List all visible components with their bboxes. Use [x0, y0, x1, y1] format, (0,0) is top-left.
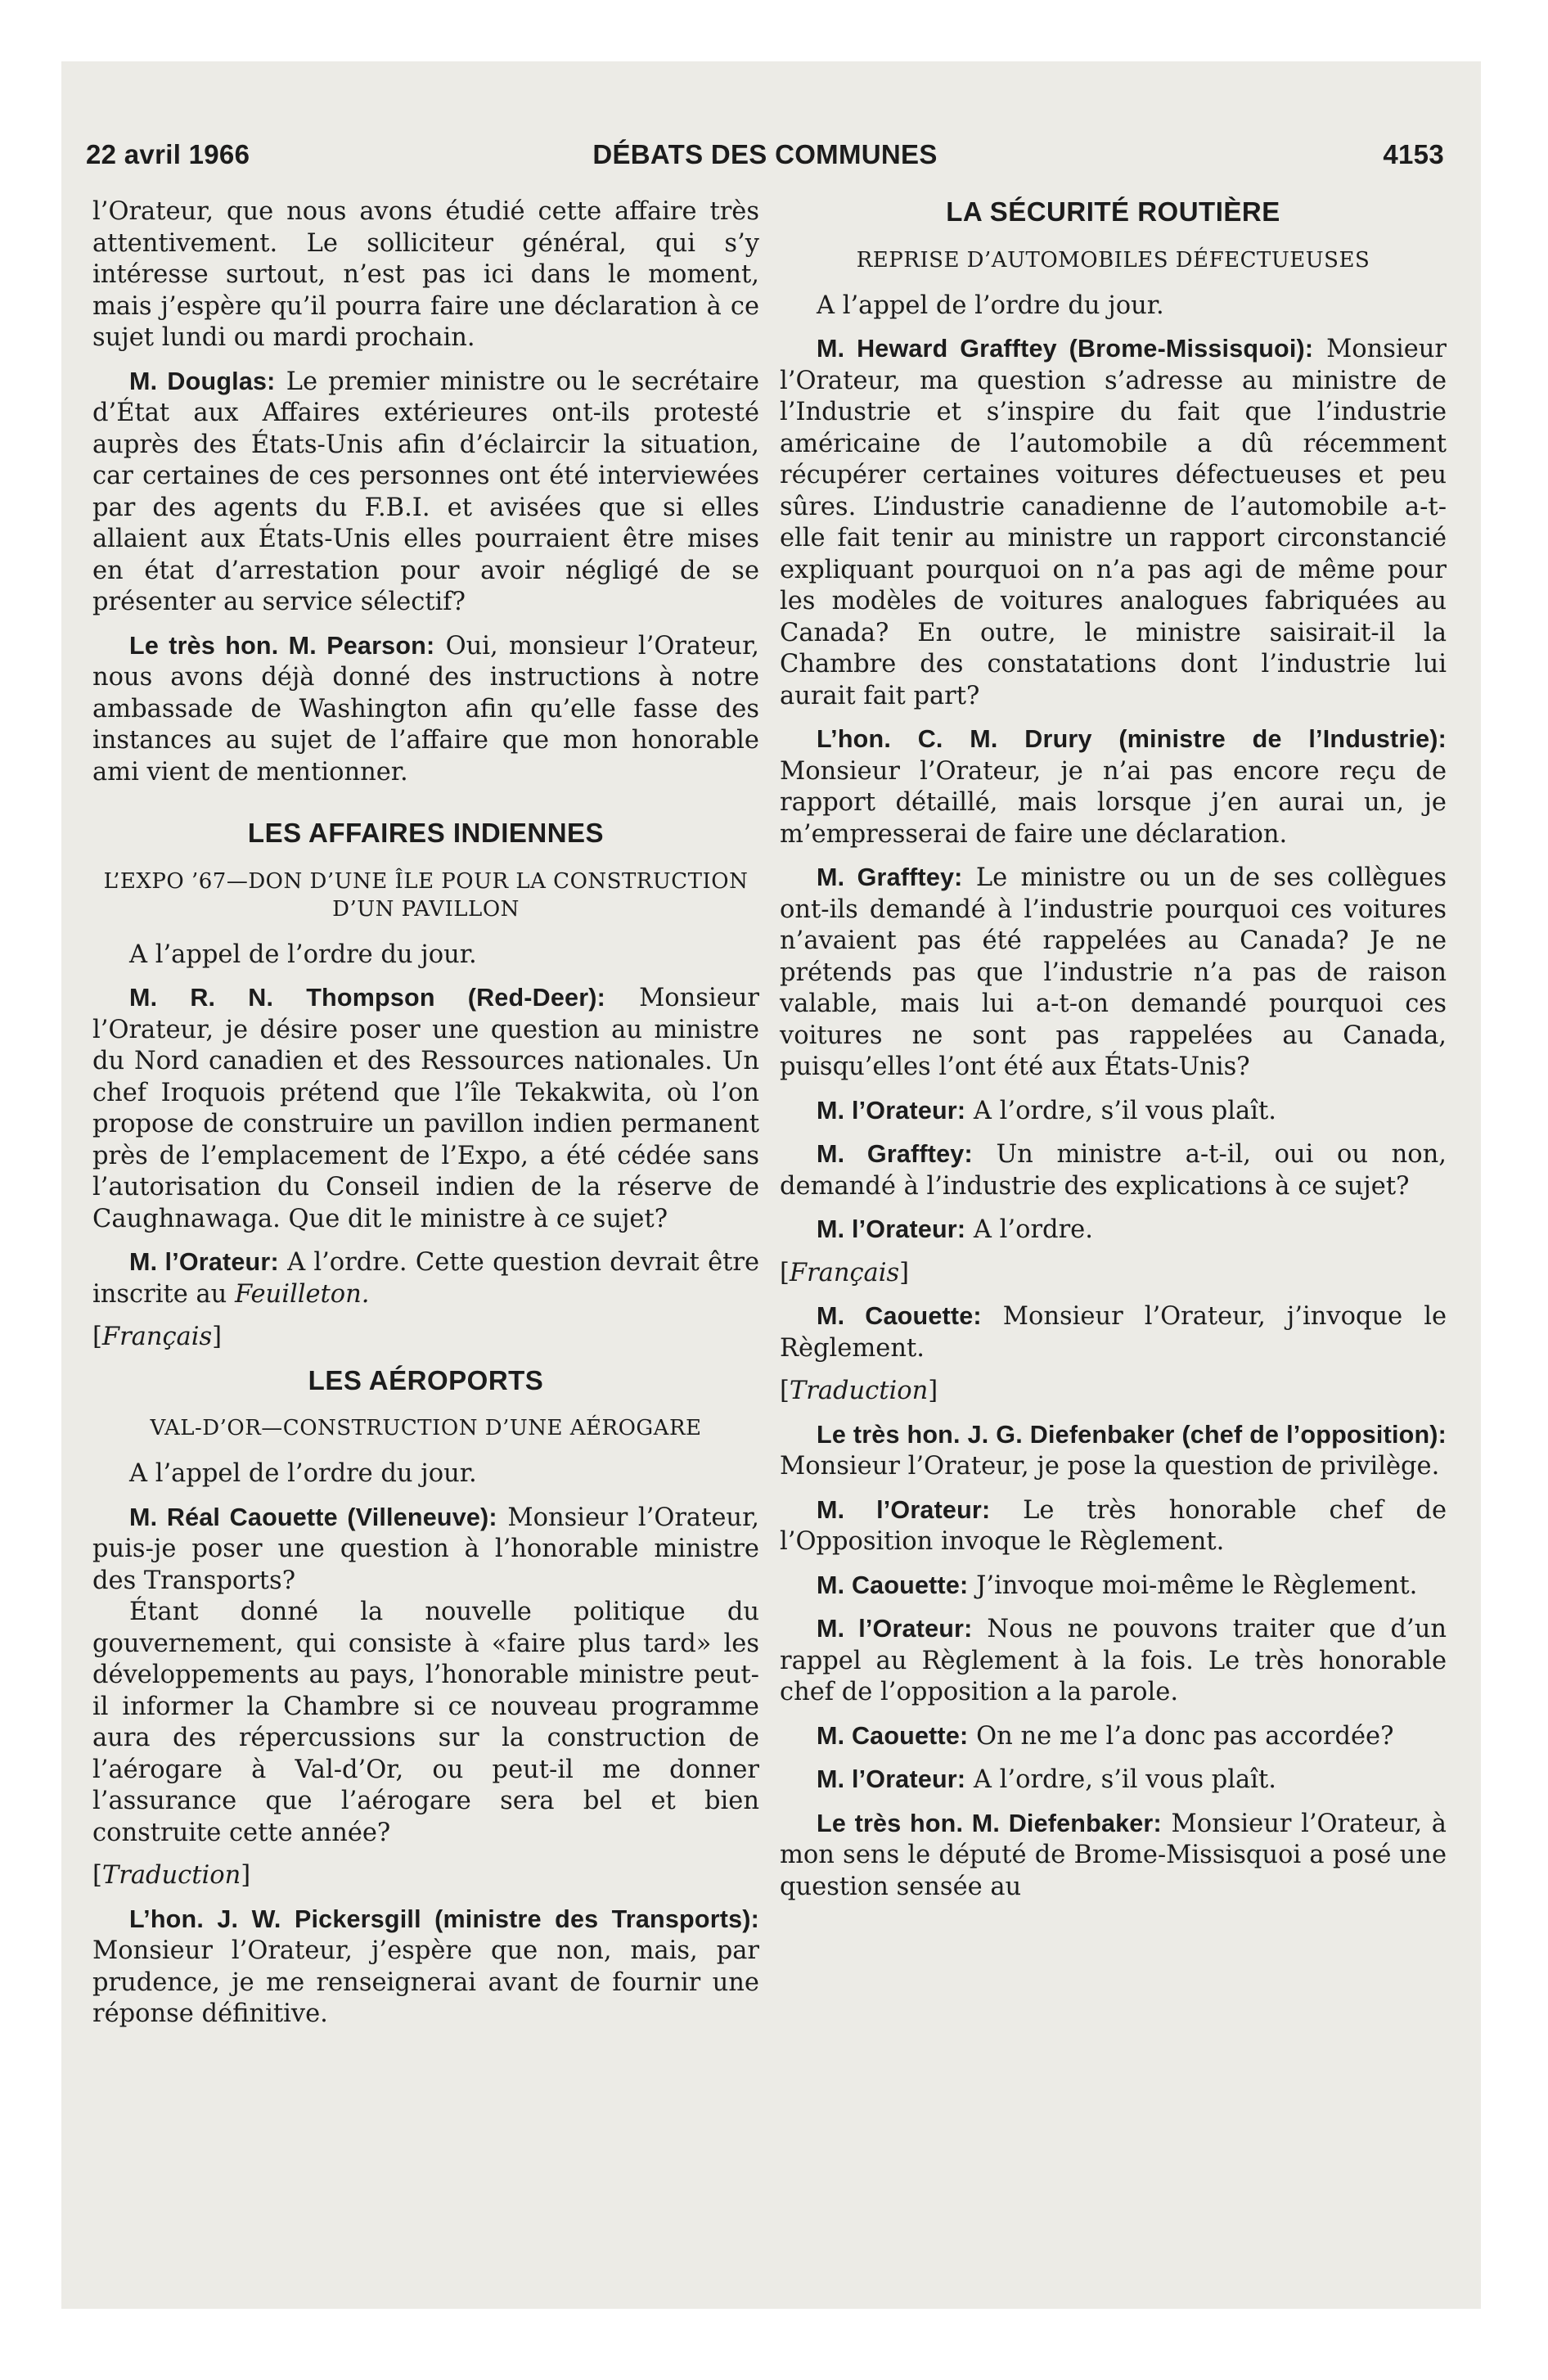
paragraph: M. l’Orateur: A l’ordre, s’il vous plaît. [817, 1096, 1276, 1125]
paragraph: M. Douglas: Le premier ministre ou le secrétaire d’État aux Affaires extérieures ont-ils protesté auprès des États-Unis afin d’éclaircir la situation, car certaines de ces personnes ont été interviewées par des agents du F.B.I. et avisées que si elles allaient aux États-Unis elles pourraient être mises en état d’arrestation pour avoir négligé de se présenter au service sélectif? [92, 367, 759, 616]
right-column [780, 196, 1447, 1914]
paragraph: Étant donné la nouvelle politique du gouvernement, qui consiste à «faire plus tard» les développements au pays, l’honorable ministre peut-il informer la Chambre si ce nouveau programme aura des répercussions sur la construction de l’aérogare à Val-d’Or, ou peut-il me donner l’assurance que l’aérogare sera bel et bien construite cette année? [92, 1598, 759, 1847]
language-tag: [Traduction] [92, 1861, 251, 1890]
page-number: 4153 [1383, 139, 1444, 169]
paragraph: L’hon. C. M. Drury (ministre de l’Industrie): Monsieur l’Orateur, je n’ai pas encore reçu de rapport détaillé, mais lorsque j’en aurai un, je m’empresserai de faire une déclaration. [780, 725, 1447, 849]
paragraph: M. R. N. Thompson (Red-Deer): Monsieur l’Orateur, je désire poser une question au ministre du Nord canadien et des Ressources nationales. Un chef Iroquois prétend que l’île Tekakwita, où l’on propose de construire un pavillon indien permanent près de l’emplacement de l’Expo, a été cédée sans l’autorisation du Conseil indien de la réserve de Caughnawaga. Que dit le ministre à ce sujet? [92, 984, 759, 1233]
speaker-name: M. R. N. Thompson (Red-Deer): [129, 984, 605, 1012]
speaker-name: M. l’Orateur: [817, 1495, 991, 1524]
speaker-name: M. l’Orateur: [817, 1615, 973, 1643]
speaker-name: M. l’Orateur: [817, 1765, 966, 1793]
speaker-name: M. l’Orateur: [129, 1248, 279, 1276]
paragraph: L’hon. J. W. Pickersgill (ministre des Transports): Monsieur l’Orateur, j’espère que non, mais, par prudence, je me renseignerai avant de fournir une réponse définitive. [92, 1904, 759, 2028]
speaker-name: M. l’Orateur: [817, 1096, 966, 1125]
speaker-name: M. Grafftey: [817, 1140, 973, 1168]
section-heading: LES AFFAIRES INDIENNES [247, 818, 605, 848]
paragraph: M. l’Orateur: Le très honorable chef de l’Opposition invoque le Règlement. [780, 1495, 1447, 1556]
speaker-name: L’hon. C. M. Drury (ministre de l’Industrie): [817, 725, 1447, 753]
paragraph: M. Caouette: Monsieur l’Orateur, j’invoque le Règlement. [780, 1302, 1447, 1363]
speaker-name: Le très hon. M. Pearson: [129, 631, 435, 660]
paragraph: M. Réal Caouette (Villeneuve): Monsieur l’Orateur, puis-je poser une question à l’honorable ministre des Transports? [92, 1503, 759, 1595]
paragraph: M. l’Orateur: A l’ordre. Cette question devrait être inscrite au Feuilleton. [92, 1248, 760, 1309]
language-tag: [Traduction] [780, 1377, 938, 1405]
language-tag: [Français] [780, 1258, 910, 1287]
section-subheading: REPRISE D’AUTOMOBILES DÉFECTUEUSES [856, 247, 1370, 273]
paragraph: M. Caouette: J’invoque moi-même le Règlement. [817, 1571, 1418, 1600]
left-column [92, 196, 759, 2042]
section-heading: LES AÉROPORTS [308, 1364, 544, 1395]
speaker-name: M. Heward Grafftey (Brome-Missisquoi): [817, 335, 1314, 363]
speaker-name: M. Réal Caouette (Villeneuve): [129, 1503, 497, 1531]
paragraph: l’Orateur, que nous avons étudié cette affaire très attentivement. Le solliciteur général, qui s’y intéresse surtout, n’est pas ici dans le moment, mais j’espère qu’il pourra faire une déclaration à ce sujet lundi ou mardi prochain. [92, 197, 759, 352]
order-of-day: A l’appel de l’ordre du jour. [129, 1459, 477, 1488]
section-subheading: L’EXPO ’67—DON D’UNE ÎLE POUR LA CONSTRUCTION D’UN PAVILLON [103, 868, 749, 922]
language-tag: [Français] [92, 1323, 223, 1351]
header-title: DÉBATS DES COMMUNES [592, 139, 938, 169]
paragraph: M. l’Orateur: A l’ordre. [817, 1215, 1093, 1244]
speaker-name: L’hon. J. W. Pickersgill (ministre des Transports): [129, 1904, 759, 1933]
paragraph: Le très hon. M. Diefenbaker: Monsieur l’Orateur, à mon sens le député de Brome-Missisquoi a posé une question sensée au [780, 1809, 1447, 1901]
paragraph: M. Grafftey: Le ministre ou un de ses collègues ont-ils demandé à l’industrie pourquoi ces voitures n’avaient pas été rappelées au Canada? Je ne prétends pas que l’industrie n’a pas de raison valable, mais lui a-t-on demandé pourquoi ces voitures ne sont pas rappelées au Canada, puisqu’elles l’ont été aux États-Unis? [780, 863, 1447, 1081]
speaker-name: Le très hon. M. Diefenbaker: [817, 1809, 1162, 1837]
paragraph: M. l’Orateur: Nous ne pouvons traiter que d’un rappel au Règlement à la fois. Le très honorable chef de l’opposition a la parole. [780, 1615, 1447, 1706]
speaker-name: M. Douglas: [129, 367, 276, 395]
paragraph: M. Caouette: On ne me l’a donc pas accordée? [817, 1721, 1394, 1751]
speaker-name: M. Caouette: [817, 1571, 969, 1599]
paragraph: Le très hon. J. G. Diefenbaker (chef de l’opposition): Monsieur l’Orateur, je pose la question de privilège. [780, 1420, 1447, 1481]
header-date: 22 avril 1966 [86, 139, 250, 169]
speaker-name: M. l’Orateur: [817, 1215, 966, 1243]
speaker-name: Le très hon. J. G. Diefenbaker (chef de l’opposition): [817, 1420, 1447, 1449]
order-of-day: A l’appel de l’ordre du jour. [129, 940, 477, 969]
paragraph: M. Grafftey: Un ministre a-t-il, oui ou non, demandé à l’industrie des explications à ce sujet? [780, 1140, 1447, 1201]
order-of-day: A l’appel de l’ordre du jour. [817, 291, 1164, 320]
paragraph: M. l’Orateur: A l’ordre, s’il vous plaît. [817, 1765, 1276, 1794]
paragraph: M. Heward Grafftey (Brome-Missisquoi): Monsieur l’Orateur, ma question s’adresse au ministre de l’Industrie et s’inspire du fait que l’industrie américaine de l’automobile a dû récemment récupérer certaines voitures défectueuses et peu sûres. L’industrie canadienne de l’automobile a-t-elle fait tenir au ministre un rapport circonstancié expliquant pourquoi on n’a pas agi de même pour les modèles de voitures analogues fabriquées au Canada? En outre, le ministre saisirait-il la Chambre des constatations dont l’industrie lui aurait fait part? [780, 335, 1447, 710]
speaker-name: M. Grafftey: [817, 863, 963, 891]
section-subheading: VAL-D’OR—CONSTRUCTION D’UNE AÉROGARE [150, 1416, 702, 1440]
page-header [86, 139, 1444, 180]
paragraph: Le très hon. M. Pearson: Oui, monsieur l’Orateur, nous avons déjà donné des instructions à notre ambassade de Washington afin qu’elle fasse des instances au sujet de l’affaire que mon honorable ami vient de mentionner. [92, 631, 759, 787]
speaker-name: M. Caouette: [817, 1302, 982, 1330]
section-heading: LA SÉCURITÉ ROUTIÈRE [946, 196, 1280, 227]
speaker-name: M. Caouette: [817, 1721, 969, 1750]
